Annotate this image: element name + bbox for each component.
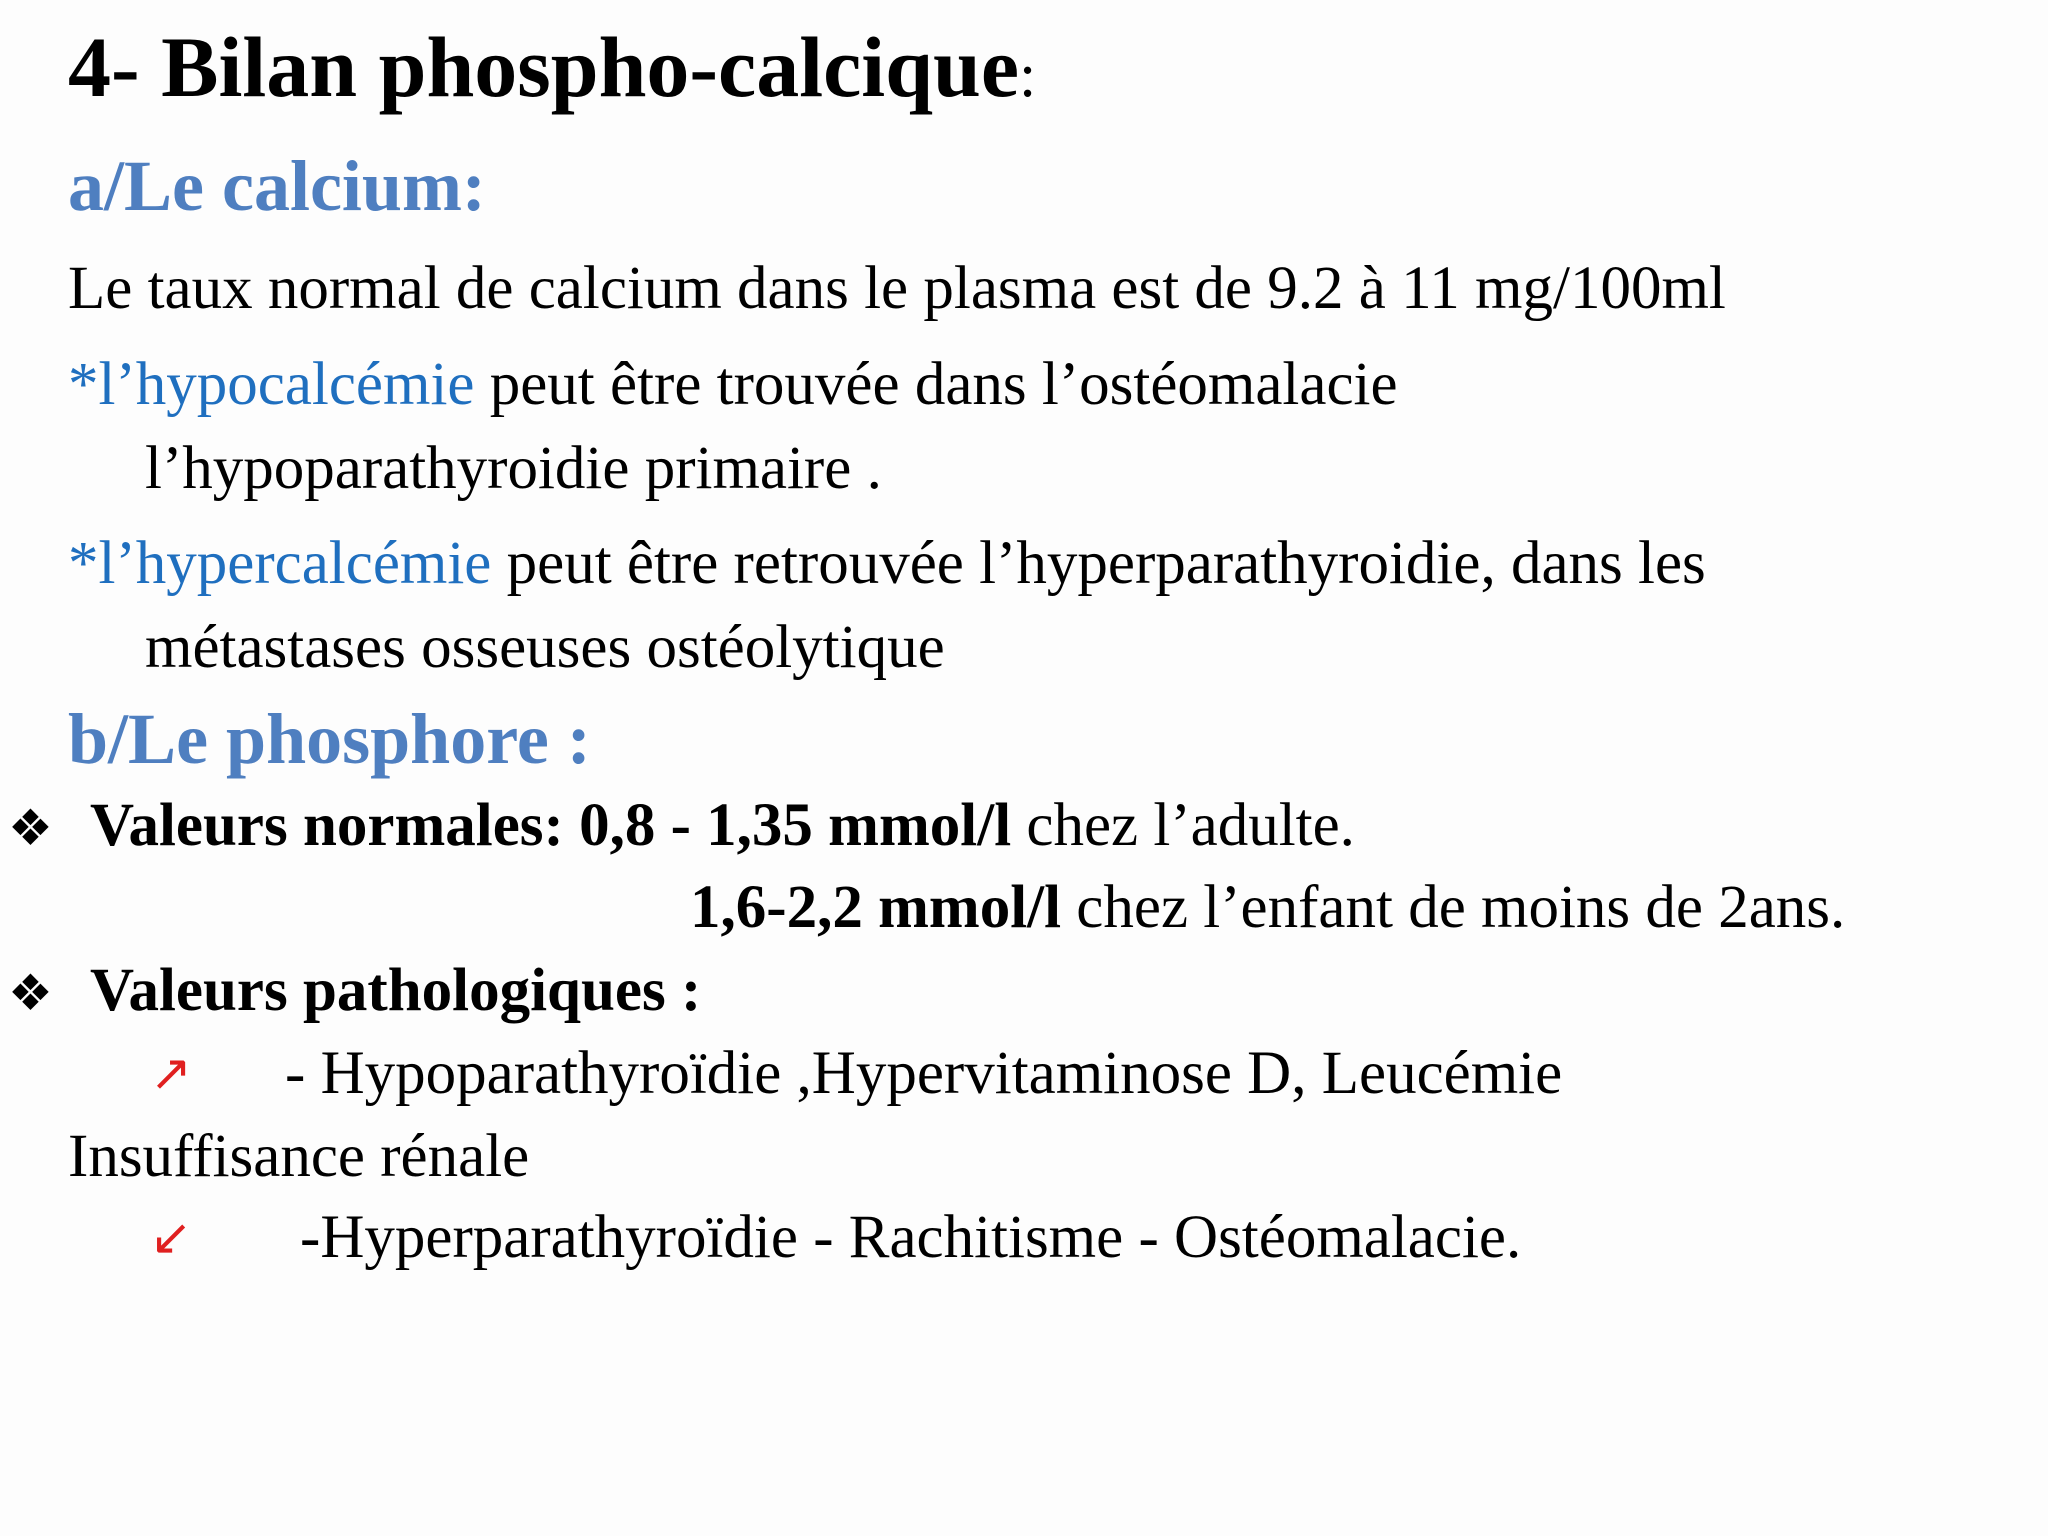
slide-title (68, 19, 1037, 115)
hypocalcemia-text: peut être trouvée dans l’ostéomalacie (474, 351, 1398, 418)
decrease-causes: -Hyperparathyroïdie - Rachitisme - Ostéomalacie. (300, 1204, 1522, 1271)
hypercalcemia-line-2: métastases osseuses ostéolytique (145, 614, 945, 681)
hypocalcemia-line (68, 351, 1398, 418)
hypercalcemia-line (68, 530, 1706, 597)
diamond-bullet-icon: ❖ (8, 965, 53, 1021)
calcium-normal-rate: Le taux normal de calcium dans le plasma est de 9.2 à 11 mg/100ml (68, 255, 1726, 322)
arrow-down-left-icon: ↙ (150, 1208, 192, 1266)
hypercalcemia-text: peut être retrouvée l’hyperparathyroidie, dans les (491, 530, 1706, 597)
normal-values-child-text: chez l’enfant de moins de 2ans. (1061, 874, 1846, 941)
normal-values-adult: chez l’adulte. (1011, 792, 1355, 859)
diamond-bullet-icon: ❖ (8, 800, 53, 856)
hypocalcemia-term: *l’hypocalcémie (68, 351, 475, 418)
arrow-up-right-icon: ↗ (150, 1044, 192, 1102)
increase-causes-line-2: Insuffisance rénale (68, 1123, 530, 1190)
calcium-heading: a/Le calcium: (68, 146, 486, 226)
phosphore-heading: b/Le phosphore : (68, 699, 591, 779)
normal-values-child-line (690, 874, 1846, 941)
normal-values-child-value: 1,6-2,2 mmol/l (690, 874, 1062, 941)
hypocalcemia-line-2: l’hypoparathyroidie primaire . (145, 435, 882, 502)
normal-values-line (8, 792, 1355, 859)
slide-title-text: 4- Bilan phospho-calcique (68, 19, 1019, 115)
pathological-values-label: Valeurs pathologiques : (90, 957, 702, 1024)
hypercalcemia-term: *l’hypercalcémie (68, 530, 492, 597)
normal-values-label: Valeurs normales: 0,8 - 1,35 mmol/l (90, 792, 1012, 859)
pathological-values-line (8, 957, 702, 1024)
slide-title-colon: : (1019, 42, 1037, 110)
increase-causes: - Hypoparathyroïdie ,Hypervitaminose D, Leucémie (285, 1040, 1563, 1107)
